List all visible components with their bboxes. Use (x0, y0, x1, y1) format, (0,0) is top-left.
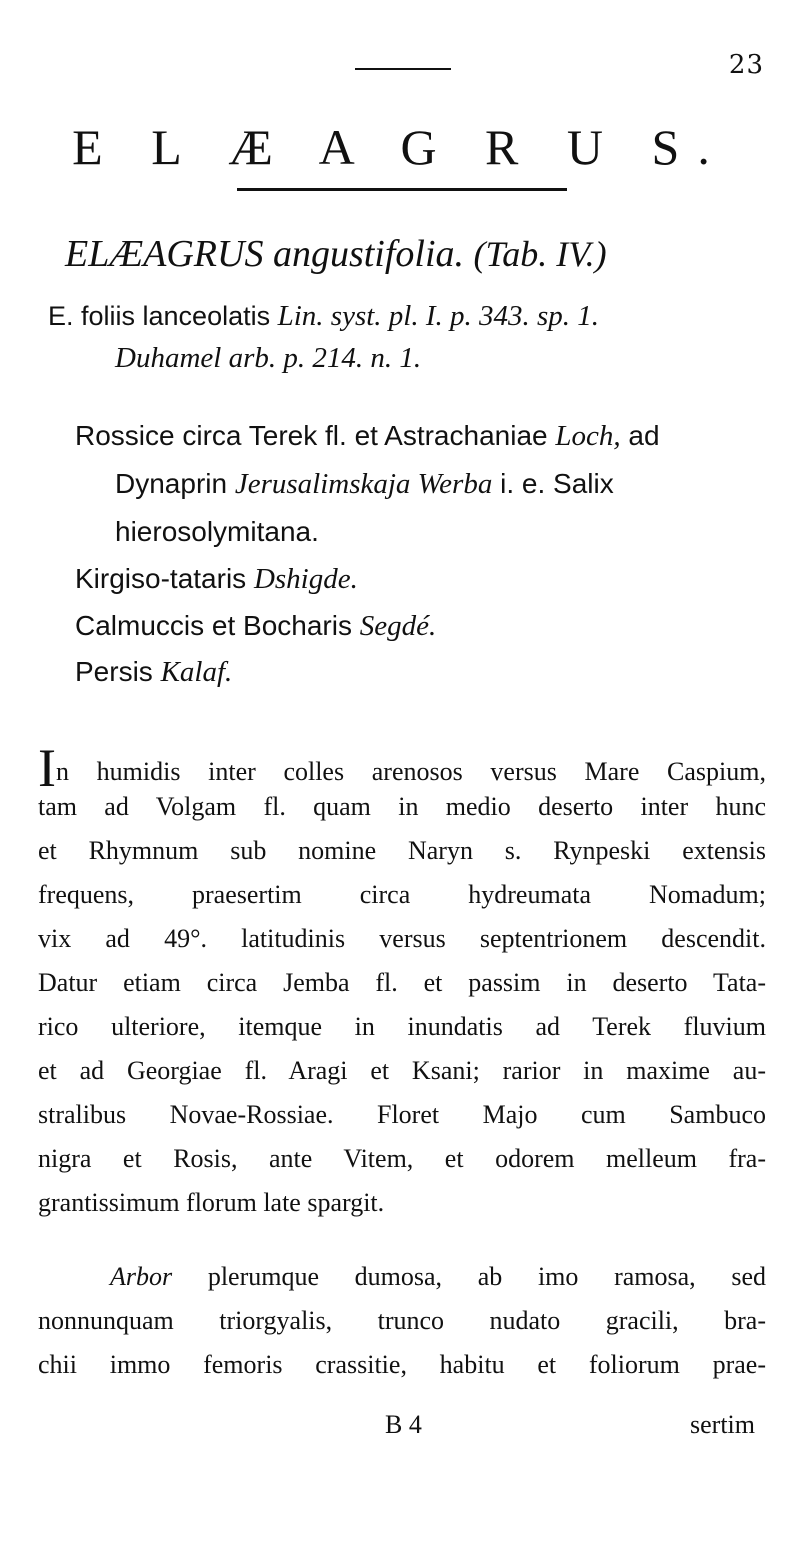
vernacular-name: Segdé. (359, 610, 437, 642)
header-rule (355, 68, 451, 70)
body-line: chii immo femoris crassitie, habitu et foliorum prae- (38, 1350, 766, 1379)
body-line: nigra et Rosis, ante Vitem, et odorem melleum fra- (38, 1144, 766, 1173)
body-line: et Rhymnum sub nomine Naryn s. Rynpeski extensis (38, 836, 766, 865)
vernacular-line (115, 516, 319, 548)
vernacular-text: Kirgiso-tataris (75, 563, 247, 594)
vernacular-text: i. e. Salix (500, 468, 614, 499)
synonym-line (48, 300, 599, 333)
title-rule (237, 188, 567, 191)
body-line: frequens, praesertim circa hydreumata Nomadum; (38, 880, 766, 909)
body-line: tam ad Volgam fl. quam in medio deserto inter hunc (38, 792, 766, 821)
vernacular-text: Dynaprin (115, 468, 228, 499)
synonym-line: Duhamel arb. p. 214. n. 1. (115, 342, 422, 374)
vernacular-text: ad (628, 420, 660, 451)
body-line-text: plerumque dumosa, ab imo ramosa, sed (207, 1262, 767, 1291)
paragraph-lead-word: Arbor (110, 1262, 173, 1291)
catchword: sertim (690, 1410, 755, 1439)
page-title: E L Æ A G R U S. (72, 119, 728, 175)
vernacular-text: Calmuccis et Bocharis (75, 610, 352, 641)
body-line (38, 738, 766, 798)
vernacular-line (75, 420, 660, 453)
body-line: vix ad 49°. latitudinis versus septentrionem descendit. (38, 924, 766, 953)
page-number: 23 (728, 50, 764, 80)
vernacular-name: Loch, (555, 420, 621, 452)
species-heading (65, 232, 607, 276)
vernacular-text: Rossice circa Terek fl. et Astrachaniae (75, 420, 548, 451)
signature-mark: B 4 (385, 1410, 422, 1439)
plate-reference: (Tab. IV.) (473, 234, 607, 274)
synonym-description: E. foliis lanceolatis (48, 301, 271, 331)
vernacular-name: Kalaf. (160, 656, 233, 688)
vernacular-line (75, 610, 436, 643)
body-line (110, 1262, 766, 1306)
body-line: stralibus Novae-Rossiae. Floret Majo cum Sambuco (38, 1100, 766, 1129)
genus-name: ELÆAGRUS (65, 233, 264, 275)
vernacular-line (75, 656, 232, 689)
body-line: nonnunquam triorgyalis, trunco nudato gracili, bra- (38, 1306, 766, 1335)
vernacular-text: Persis (75, 656, 153, 687)
vernacular-line (75, 563, 358, 596)
body-line: rico ulteriore, itemque in inundatis ad Terek fluvium (38, 1012, 766, 1041)
body-line: Datur etiam circa Jemba fl. et passim in deserto Tata- (38, 968, 766, 997)
vernacular-text: hierosolymitana. (115, 516, 319, 547)
species-epithet: angustifolia. (272, 233, 465, 275)
body-line: grantissimum florum late spargit. (38, 1188, 385, 1217)
vernacular-line (115, 468, 614, 501)
drop-cap: I (38, 738, 56, 798)
vernacular-name: Jerusalimskaja Werba (234, 468, 493, 500)
synonym-reference: Lin. syst. pl. I. p. 343. sp. 1. (277, 300, 600, 332)
vernacular-name: Dshigde. (253, 563, 358, 595)
body-line: et ad Georgiae fl. Aragi et Ksani; rarior in maxime au- (38, 1056, 766, 1085)
body-line-text: n humidis inter colles arenosos versus Mare Caspium, (55, 757, 766, 786)
